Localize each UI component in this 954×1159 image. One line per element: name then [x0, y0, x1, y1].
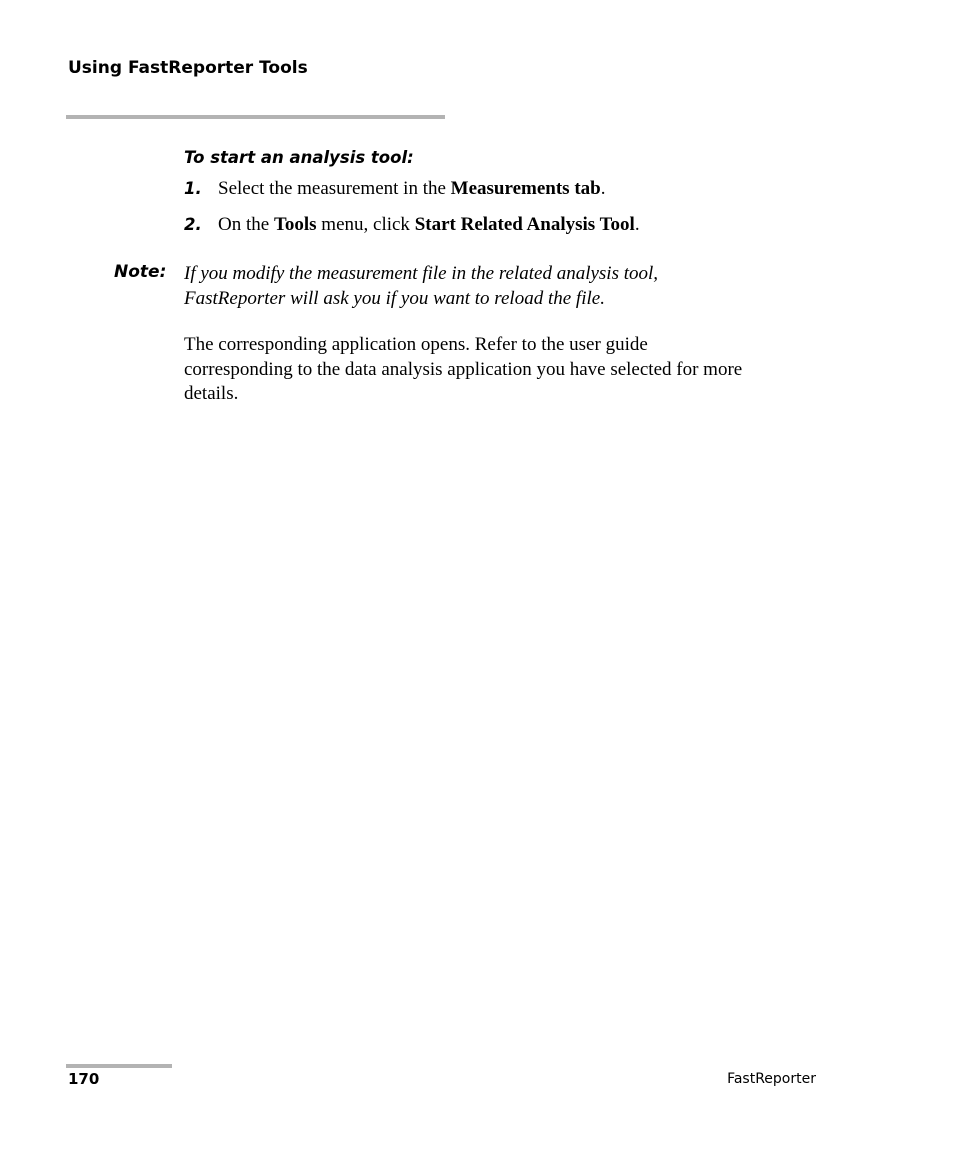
step-number: 2.	[184, 215, 202, 234]
step-text-ui-term: Start Related Analysis Tool	[414, 214, 635, 235]
header-rule	[66, 115, 445, 119]
footer-product-name: FastReporter	[727, 1071, 816, 1087]
step-text-plain: On the	[218, 214, 274, 235]
step-text	[218, 214, 640, 235]
step-text-punct: .	[600, 178, 606, 199]
note-line: If you modify the measurement file in the related analysis tool,	[184, 263, 659, 284]
step-text	[218, 178, 605, 199]
paragraph-line: corresponding to the data analysis application you have selected for more	[184, 358, 743, 380]
note-line: FastReporter will ask you if you want to reload the file.	[184, 288, 605, 309]
step-number: 1.	[184, 179, 202, 198]
paragraph-line: details.	[184, 383, 239, 404]
procedure-step-1	[184, 178, 605, 200]
page-number: 170	[68, 1070, 100, 1088]
procedure-heading: To start an analysis tool:	[184, 148, 414, 167]
body-paragraph	[184, 333, 824, 407]
step-text-plain: Select the measurement in the	[218, 178, 451, 199]
note-text	[184, 261, 784, 311]
step-text-plain: menu, click	[316, 214, 415, 235]
step-text-ui-term: Tools	[273, 214, 317, 235]
footer-rule	[66, 1064, 172, 1068]
note-label: Note:	[114, 262, 167, 282]
running-header-title: Using FastReporter Tools	[68, 58, 308, 78]
paragraph-line: The corresponding application opens. Refer to the user guide	[184, 334, 648, 355]
step-text-punct: .	[634, 214, 640, 235]
step-text-ui-term: Measurements tab	[450, 178, 601, 199]
procedure-step-2	[184, 214, 640, 236]
